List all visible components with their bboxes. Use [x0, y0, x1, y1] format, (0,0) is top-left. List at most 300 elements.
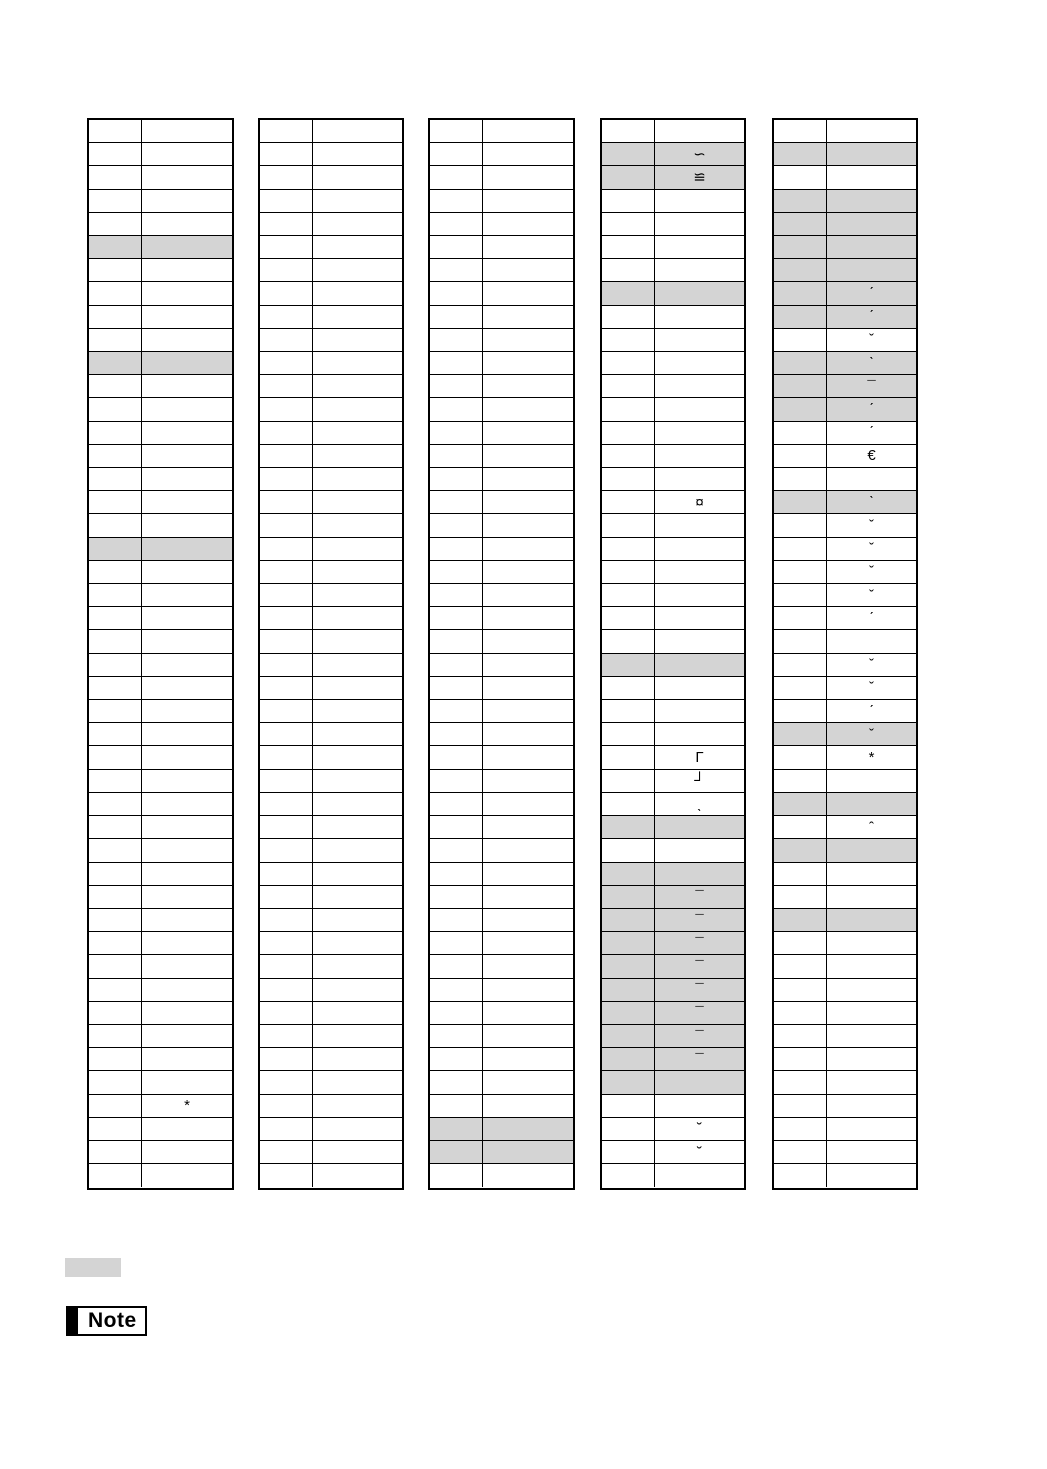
table-row — [260, 1002, 402, 1025]
table-row — [774, 468, 916, 491]
table-row — [774, 746, 916, 769]
character-cell — [142, 654, 232, 676]
character-cell — [483, 886, 573, 908]
table-row — [602, 468, 744, 491]
character-cell — [142, 143, 232, 165]
character-cell: ˋ — [827, 491, 916, 513]
table-row — [602, 700, 744, 723]
character-cell — [483, 1141, 573, 1163]
character-cell — [142, 166, 232, 188]
code-cell — [89, 120, 142, 142]
code-cell — [89, 700, 142, 722]
table-row — [774, 886, 916, 909]
table-row — [260, 166, 402, 189]
character-cell — [142, 352, 232, 374]
character-cell — [483, 1048, 573, 1070]
character-cell — [655, 190, 744, 212]
code-cell — [89, 1002, 142, 1024]
table-row — [89, 979, 232, 1002]
code-cell — [602, 607, 655, 629]
code-cell — [430, 236, 483, 258]
character-cell — [827, 955, 916, 977]
table-row — [774, 190, 916, 213]
code-cell — [774, 422, 827, 444]
character-cell — [142, 190, 232, 212]
code-cell — [430, 166, 483, 188]
table-row — [602, 1025, 744, 1048]
character-cell — [313, 932, 402, 954]
character-cell — [313, 584, 402, 606]
character-cell — [483, 236, 573, 258]
table-row — [260, 746, 402, 769]
character-cell — [313, 190, 402, 212]
code-cell — [430, 584, 483, 606]
code-cell — [89, 1118, 142, 1140]
code-cell — [774, 1118, 827, 1140]
table-row — [260, 352, 402, 375]
character-cell — [483, 306, 573, 328]
character-cell — [142, 723, 232, 745]
character-cell: ˇ — [869, 563, 874, 581]
table-row — [774, 1118, 916, 1141]
table-row — [774, 1164, 916, 1187]
code-cell — [602, 1118, 655, 1140]
table-row — [89, 1118, 232, 1141]
table-row — [260, 329, 402, 352]
code-cell — [260, 352, 313, 374]
code-cell — [774, 259, 827, 281]
table-row — [774, 607, 916, 630]
code-cell — [260, 1071, 313, 1093]
table-row — [89, 398, 232, 421]
table-row — [430, 584, 573, 607]
character-cell — [483, 955, 573, 977]
table-row — [774, 1141, 916, 1164]
code-cell — [602, 793, 655, 815]
code-cell — [89, 654, 142, 676]
character-cell — [827, 190, 916, 212]
note-badge — [66, 1306, 147, 1336]
table-row — [602, 352, 744, 375]
code-cell — [774, 306, 827, 328]
character-cell — [483, 909, 573, 931]
character-cell — [142, 630, 232, 652]
character-cell — [142, 839, 232, 861]
code-cell — [602, 1002, 655, 1024]
code-cell — [89, 816, 142, 838]
table-row — [260, 190, 402, 213]
table-row — [602, 375, 744, 398]
table-row — [602, 723, 744, 746]
table-row — [430, 329, 573, 352]
note-label: Note — [88, 1309, 137, 1332]
table-row — [260, 1025, 402, 1048]
character-cell: ¯ — [655, 979, 744, 1001]
table-row — [89, 723, 232, 746]
table-row — [774, 630, 916, 653]
table-row — [774, 282, 916, 305]
table-row — [430, 190, 573, 213]
code-cell — [430, 770, 483, 792]
character-cell — [313, 723, 402, 745]
character-cell: ˇ — [827, 723, 916, 745]
character-cell — [483, 1025, 573, 1047]
character-cell — [483, 120, 573, 142]
code-cell — [774, 1071, 827, 1093]
character-cell — [483, 839, 573, 861]
code-cell — [260, 909, 313, 931]
table-row — [602, 770, 744, 793]
character-cell — [142, 213, 232, 235]
table-row — [602, 329, 744, 352]
code-cell — [89, 770, 142, 792]
table-row — [89, 1002, 232, 1025]
character-cell — [313, 863, 402, 885]
code-cell — [774, 584, 827, 606]
code-cell — [602, 1164, 655, 1187]
character-cell — [483, 700, 573, 722]
code-cell — [260, 607, 313, 629]
code-cell — [89, 677, 142, 699]
character-cell — [827, 259, 916, 281]
character-cell: ˆ — [869, 818, 874, 836]
code-cell — [89, 213, 142, 235]
character-cell — [655, 561, 744, 583]
character-cell — [483, 422, 573, 444]
code-cell — [89, 746, 142, 768]
table-row — [602, 1118, 744, 1141]
code-cell — [774, 561, 827, 583]
table-row — [260, 538, 402, 561]
code-cell — [602, 1048, 655, 1070]
character-cell — [827, 1141, 916, 1163]
code-cell — [602, 166, 655, 188]
table-row — [602, 398, 744, 421]
code-cell — [89, 514, 142, 536]
code-cell — [260, 1048, 313, 1070]
code-cell — [430, 445, 483, 467]
character-cell — [142, 120, 232, 142]
character-cell — [483, 375, 573, 397]
code-cell — [430, 306, 483, 328]
character-cell — [655, 607, 744, 629]
character-cell — [142, 979, 232, 1001]
table-row — [89, 259, 232, 282]
character-cell — [313, 259, 402, 281]
character-cell — [142, 538, 232, 560]
code-cell — [602, 259, 655, 281]
code-cell — [430, 886, 483, 908]
character-cell — [827, 1095, 916, 1117]
table-row — [430, 538, 573, 561]
character-cell — [142, 793, 232, 815]
character-cell — [655, 538, 744, 560]
character-cell: ¯ — [655, 886, 744, 908]
table-row — [774, 979, 916, 1002]
table-row — [430, 1164, 573, 1187]
table-row — [774, 955, 916, 978]
character-cell — [483, 677, 573, 699]
table-row — [774, 120, 916, 143]
table-row — [430, 143, 573, 166]
code-cell — [89, 1025, 142, 1047]
character-cell — [655, 398, 744, 420]
table-row — [430, 979, 573, 1002]
character-cell — [142, 677, 232, 699]
character-cell — [655, 282, 744, 304]
code-cell — [602, 329, 655, 351]
character-cell: ˊ — [869, 609, 874, 627]
code-cell — [89, 607, 142, 629]
character-cell — [483, 863, 573, 885]
character-cell — [142, 1141, 232, 1163]
character-cell — [827, 1002, 916, 1024]
character-cell — [142, 236, 232, 258]
table-row — [260, 1118, 402, 1141]
table-row — [774, 329, 916, 352]
character-cell — [142, 259, 232, 281]
table-row — [774, 143, 916, 166]
table-row — [89, 329, 232, 352]
character-cell: ¯ — [655, 909, 744, 931]
character-cell: ˋ — [827, 352, 916, 374]
code-cell — [89, 422, 142, 444]
character-cell — [313, 1002, 402, 1024]
table-row — [260, 886, 402, 909]
code-cell — [260, 654, 313, 676]
table-row — [89, 1048, 232, 1071]
table-row — [602, 236, 744, 259]
code-cell — [774, 654, 827, 676]
code-cell — [774, 863, 827, 885]
code-cell — [89, 630, 142, 652]
code-cell — [89, 306, 142, 328]
character-cell — [655, 677, 744, 699]
character-cell: ˇ — [869, 656, 874, 674]
table-row — [89, 630, 232, 653]
character-cell — [655, 1071, 744, 1093]
code-cell — [89, 886, 142, 908]
table-row — [430, 306, 573, 329]
table-row — [430, 770, 573, 793]
code-cell — [430, 120, 483, 142]
code-cell — [260, 863, 313, 885]
code-cell — [430, 375, 483, 397]
code-cell — [260, 306, 313, 328]
character-cell — [313, 398, 402, 420]
code-cell — [602, 213, 655, 235]
table-row — [430, 1071, 573, 1094]
code-cell — [89, 955, 142, 977]
code-cell — [89, 491, 142, 513]
character-cell: ≌ — [655, 166, 744, 188]
code-cell — [774, 793, 827, 815]
character-cell — [655, 445, 744, 467]
table-row — [89, 143, 232, 166]
table-row — [774, 793, 916, 816]
code-cell — [602, 654, 655, 676]
code-cell — [260, 282, 313, 304]
code-cell — [430, 1048, 483, 1070]
character-cell — [142, 306, 232, 328]
code-cell — [774, 236, 827, 258]
code-cell — [430, 909, 483, 931]
code-cell — [602, 584, 655, 606]
character-cell — [827, 630, 916, 652]
character-cell — [483, 491, 573, 513]
table-row — [774, 352, 916, 375]
table-row — [774, 259, 916, 282]
character-cell — [142, 1025, 232, 1047]
code-cell — [774, 329, 827, 351]
table-row — [430, 236, 573, 259]
character-cell — [655, 213, 744, 235]
code-cell — [89, 398, 142, 420]
table-row — [89, 236, 232, 259]
table-row — [89, 886, 232, 909]
code-cell — [774, 375, 827, 397]
character-cell — [655, 422, 744, 444]
code-cell — [602, 306, 655, 328]
character-cell — [483, 352, 573, 374]
table-row — [602, 1141, 744, 1164]
code-cell — [774, 445, 827, 467]
table-row — [602, 190, 744, 213]
character-cell — [142, 584, 232, 606]
code-cell — [774, 491, 827, 513]
code-cell — [260, 1002, 313, 1024]
table-row — [774, 1095, 916, 1118]
table-row — [89, 1095, 232, 1118]
code-cell — [430, 213, 483, 235]
character-cell — [142, 329, 232, 351]
table-row — [260, 584, 402, 607]
table-row — [430, 491, 573, 514]
character-cell — [313, 352, 402, 374]
table-row — [89, 375, 232, 398]
table-row — [602, 259, 744, 282]
code-cell — [774, 1048, 827, 1070]
character-cell — [655, 1095, 744, 1117]
character-cell — [655, 259, 744, 281]
character-cell — [313, 630, 402, 652]
character-cell: Γ — [695, 749, 704, 767]
character-cell: ˇ — [869, 586, 874, 604]
table-row — [260, 839, 402, 862]
code-cell — [602, 839, 655, 861]
table-row — [602, 166, 744, 189]
code-cell — [260, 538, 313, 560]
code-cell — [602, 190, 655, 212]
code-cell — [430, 329, 483, 351]
table-row — [430, 1025, 573, 1048]
table-row — [602, 863, 744, 886]
character-cell — [313, 1025, 402, 1047]
table-row — [602, 491, 744, 514]
code-cell — [602, 723, 655, 745]
character-cell: ¯ — [655, 1002, 744, 1024]
code-cell — [774, 120, 827, 142]
code-cell — [430, 1002, 483, 1024]
character-cell — [142, 955, 232, 977]
table-row — [260, 306, 402, 329]
code-cell — [602, 863, 655, 885]
code-cell — [774, 1025, 827, 1047]
table-row — [602, 282, 744, 305]
character-cell: ¯ — [827, 375, 916, 397]
code-cell — [602, 120, 655, 142]
character-cell: ¯ — [655, 1048, 744, 1070]
code-cell — [430, 816, 483, 838]
character-cell — [313, 375, 402, 397]
character-cell: ˇ — [869, 331, 874, 349]
code-cell — [602, 1025, 655, 1047]
code-cell — [430, 1095, 483, 1117]
code-cell — [602, 979, 655, 1001]
shaded-legend-swatch — [65, 1258, 121, 1277]
character-cell: * — [868, 749, 875, 767]
code-cell — [89, 166, 142, 188]
code-cell — [774, 979, 827, 1001]
table-row — [89, 955, 232, 978]
code-cell — [89, 468, 142, 490]
code-cell — [89, 1048, 142, 1070]
code-cell — [774, 538, 827, 560]
character-cell — [142, 886, 232, 908]
table-row — [430, 677, 573, 700]
code-cell — [260, 445, 313, 467]
character-cell — [483, 793, 573, 815]
table-row — [774, 445, 916, 468]
code-cell — [89, 352, 142, 374]
table-row — [774, 839, 916, 862]
table-row — [430, 700, 573, 723]
character-cell — [313, 166, 402, 188]
character-cell — [483, 746, 573, 768]
code-cell — [774, 398, 827, 420]
character-cell — [655, 863, 744, 885]
character-cell — [313, 746, 402, 768]
code-cell — [774, 352, 827, 374]
character-cell — [655, 306, 744, 328]
character-cell — [655, 630, 744, 652]
character-cell — [483, 1118, 573, 1140]
code-cell — [602, 282, 655, 304]
table-row — [602, 213, 744, 236]
character-cell — [483, 213, 573, 235]
character-cell — [655, 375, 744, 397]
table-row — [260, 793, 402, 816]
character-cell: ˎ — [697, 795, 702, 813]
character-cell: ∽ — [655, 143, 744, 165]
table-row — [602, 143, 744, 166]
table-row — [430, 607, 573, 630]
table-row — [774, 723, 916, 746]
code-cell — [774, 1002, 827, 1024]
character-cell — [313, 677, 402, 699]
character-cell — [655, 839, 744, 861]
code-cell — [774, 1164, 827, 1187]
character-cell: € — [867, 447, 876, 465]
table-row — [430, 863, 573, 886]
character-cell — [827, 1048, 916, 1070]
table-row — [260, 677, 402, 700]
table-row — [602, 1071, 744, 1094]
character-cell — [313, 422, 402, 444]
table-row — [260, 259, 402, 282]
table-row — [430, 723, 573, 746]
table-row — [260, 445, 402, 468]
